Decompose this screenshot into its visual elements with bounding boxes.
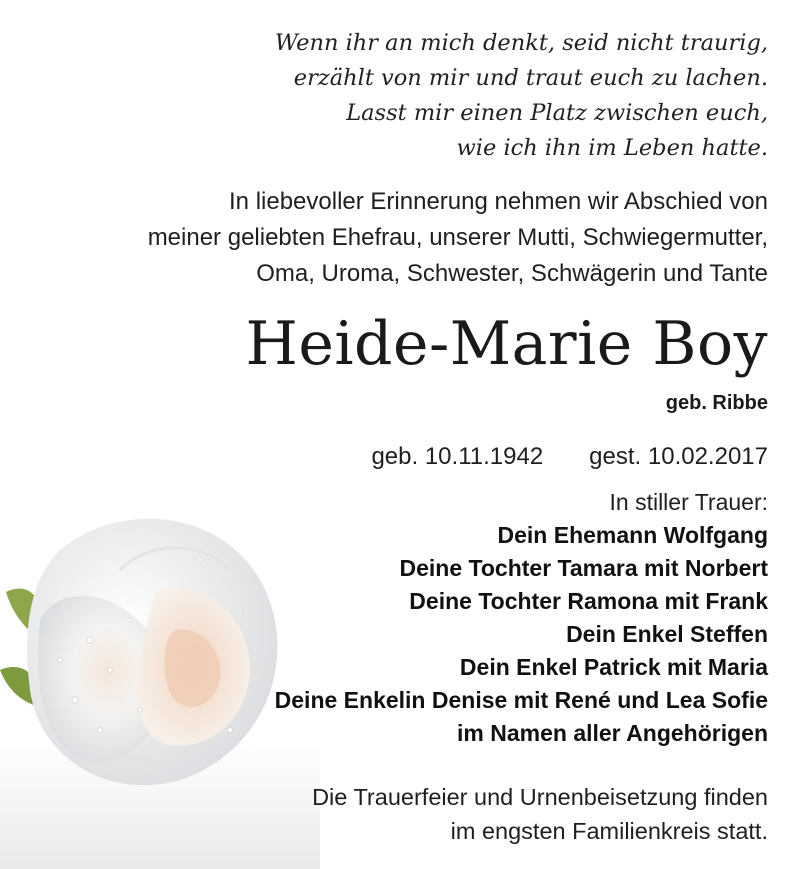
deceased-name: Heide-Marie Boy [245,309,768,379]
closing-line: Die Trauerfeier und Urnenbeisetzung finden [312,784,768,810]
poem [275,26,768,166]
death-date: gest. 10.02.2017 [589,443,768,470]
closing-line: im engsten Familienkreis statt. [450,818,768,844]
birth-date: geb. 10.11.1942 [371,443,544,470]
poem-line: Lasst mir einen Platz zwischen euch, [346,100,768,126]
mourner-entry: Deine Tochter Tamara mit Norbert [399,555,768,581]
intro-line: Oma, Uroma, Schwester, Schwägerin und Tante [256,260,768,287]
mourner-entry: Dein Ehemann Wolfgang [497,522,768,548]
mourner-entry: Deine Tochter Ramona mit Frank [409,588,768,614]
life-dates [371,440,768,474]
mourners-heading: In stiller Trauer: [609,489,768,515]
mourner-entry: Dein Enkel Steffen [566,621,768,647]
maiden-name: geb. Ribbe [665,392,768,414]
white-rose-icon [0,500,320,869]
mourner-entry: Deine Enkelin Denise mit René und Lea Sofie [274,687,768,713]
poem-line: erzählt von mir und traut euch zu lachen. [293,65,768,91]
mourner-entry: Dein Enkel Patrick mit Maria [459,654,768,680]
intro-line: In liebevoller Erinnerung nehmen wir Abschied von [229,188,768,215]
farewell-intro [148,184,768,292]
funeral-notice [312,780,768,848]
poem-line: Wenn ihr an mich denkt, seid nicht traurig, [274,30,768,56]
intro-line: meiner geliebten Ehefrau, unserer Mutti, Schwiegermutter, [147,224,768,251]
poem-line: wie ich ihn im Leben hatte. [456,135,768,161]
mourners-list [275,486,768,750]
mourner-entry: im Namen aller Angehörigen [457,720,768,746]
